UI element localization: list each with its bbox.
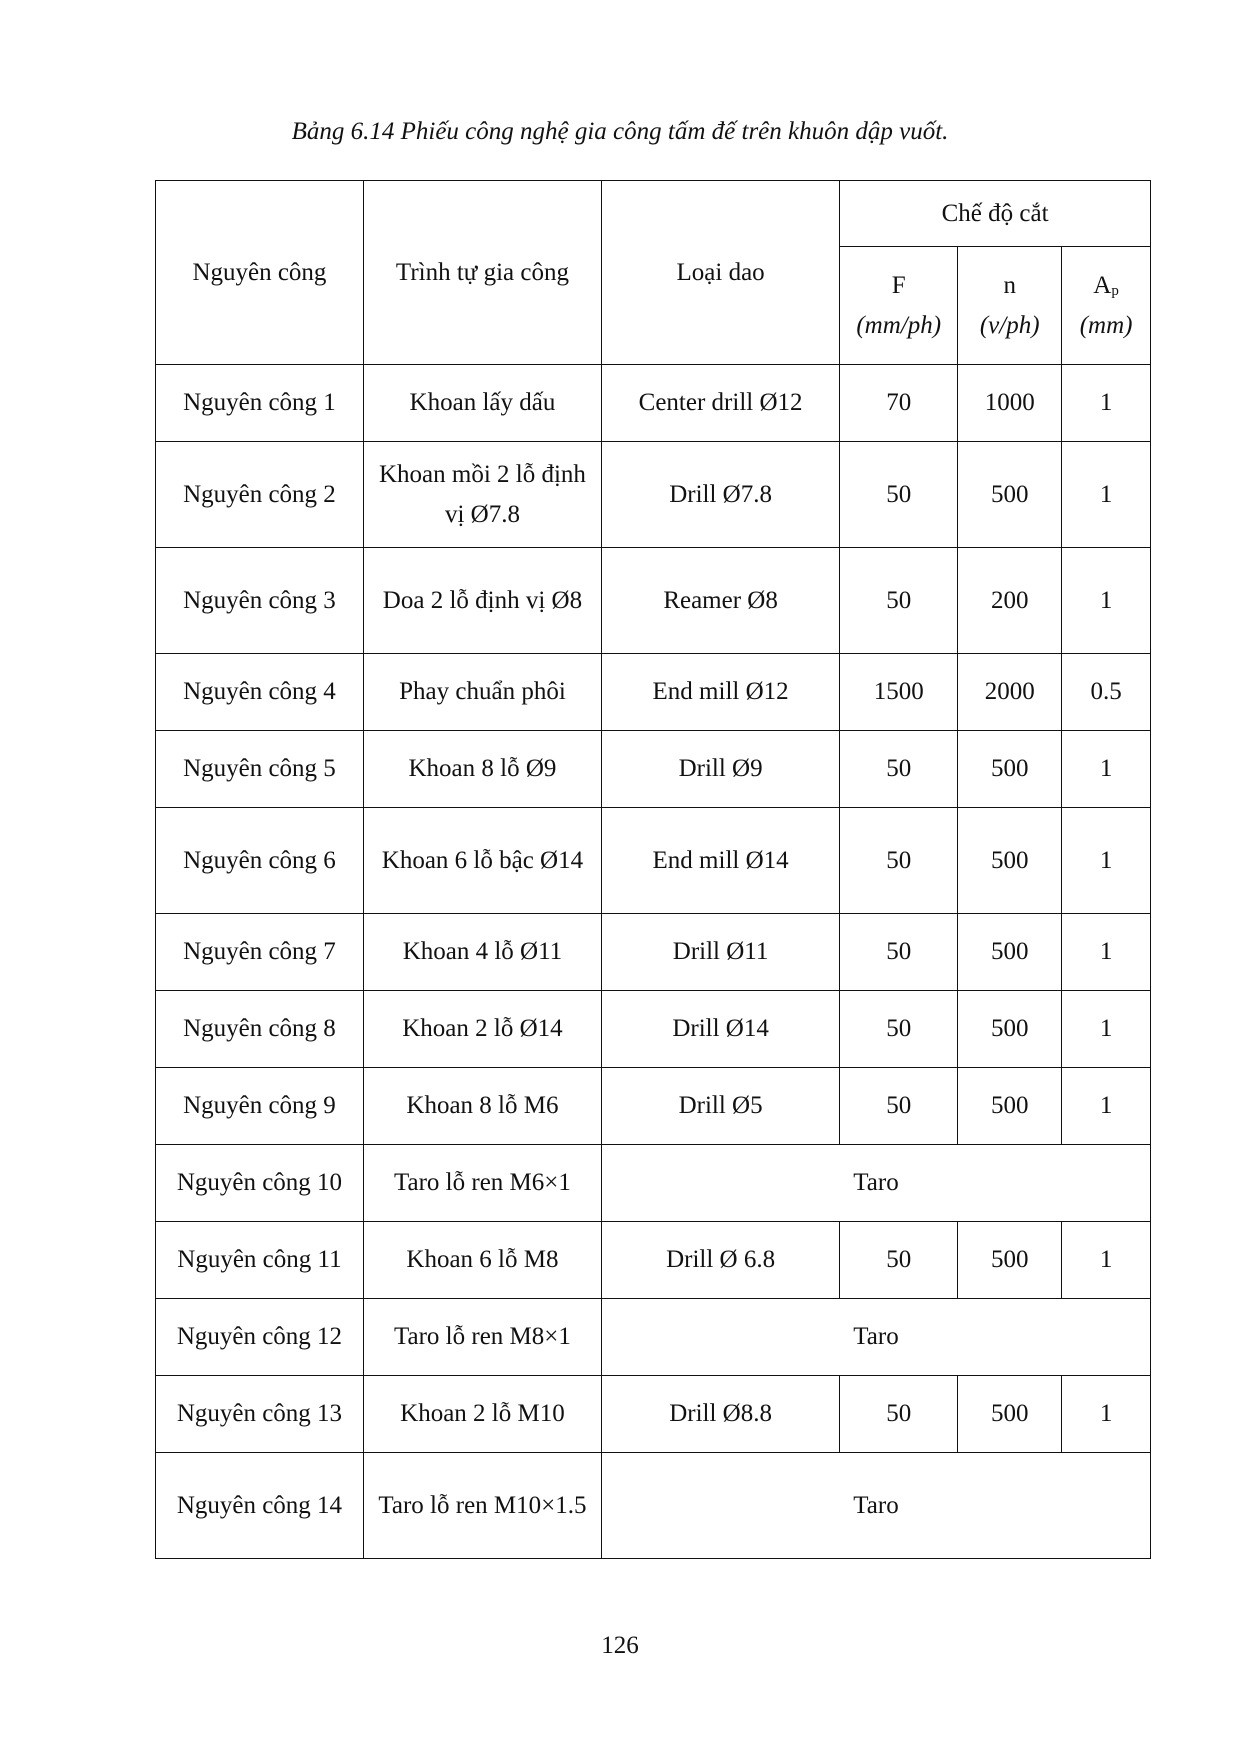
table-body xyxy=(156,365,1151,1559)
tool-cell: Drill Ø 6.8 xyxy=(602,1222,840,1299)
feed-cell: 50 xyxy=(840,731,958,808)
table-row xyxy=(156,991,1151,1068)
process-table xyxy=(155,180,1151,1559)
header-cutting-mode: Chế độ cắt xyxy=(840,181,1151,247)
table-row xyxy=(156,548,1151,654)
depth-cell: 1 xyxy=(1062,914,1151,991)
depth-cell: 0.5 xyxy=(1062,654,1151,731)
table-row xyxy=(156,654,1151,731)
table-row xyxy=(156,914,1151,991)
sequence-cell: Taro lỗ ren M6×1 xyxy=(363,1145,601,1222)
sequence-cell: Taro lỗ ren M10×1.5 xyxy=(363,1453,601,1559)
header-sequence: Trình tự gia công xyxy=(363,181,601,365)
tool-cell: Drill Ø5 xyxy=(602,1068,840,1145)
tool-merged-cell: Taro xyxy=(602,1299,1151,1376)
feed-cell: 50 xyxy=(840,442,958,548)
feed-cell: 50 xyxy=(840,1376,958,1453)
tool-cell: Drill Ø14 xyxy=(602,991,840,1068)
sequence-cell: Khoan 4 lỗ Ø11 xyxy=(363,914,601,991)
feed-cell: 50 xyxy=(840,1068,958,1145)
header-feed-unit: (mm/ph) xyxy=(856,311,942,339)
header-depth-subscript: p xyxy=(1111,282,1119,299)
speed-cell: 500 xyxy=(958,731,1062,808)
operation-cell: Nguyên công 3 xyxy=(156,548,364,654)
tool-cell: End mill Ø12 xyxy=(602,654,840,731)
table-row xyxy=(156,1222,1151,1299)
speed-cell: 500 xyxy=(958,991,1062,1068)
header-feed-symbol: F xyxy=(891,271,906,299)
speed-cell: 500 xyxy=(958,1222,1062,1299)
feed-cell: 50 xyxy=(840,991,958,1068)
table-row xyxy=(156,1299,1151,1376)
feed-cell: 50 xyxy=(840,548,958,654)
depth-cell: 1 xyxy=(1062,1376,1151,1453)
speed-cell: 500 xyxy=(958,442,1062,548)
operation-cell: Nguyên công 1 xyxy=(156,365,364,442)
operation-cell: Nguyên công 6 xyxy=(156,808,364,914)
header-depth xyxy=(1062,247,1151,365)
depth-cell: 1 xyxy=(1062,365,1151,442)
depth-cell: 1 xyxy=(1062,808,1151,914)
table-row xyxy=(156,1068,1151,1145)
speed-cell: 500 xyxy=(958,914,1062,991)
speed-cell: 2000 xyxy=(958,654,1062,731)
tool-cell: Drill Ø11 xyxy=(602,914,840,991)
table-row xyxy=(156,442,1151,548)
depth-cell: 1 xyxy=(1062,442,1151,548)
header-depth-unit: (mm) xyxy=(1079,311,1133,339)
feed-cell: 50 xyxy=(840,1222,958,1299)
tool-cell: Center drill Ø12 xyxy=(602,365,840,442)
operation-cell: Nguyên công 8 xyxy=(156,991,364,1068)
table-row xyxy=(156,1376,1151,1453)
tool-cell: Drill Ø8.8 xyxy=(602,1376,840,1453)
depth-cell: 1 xyxy=(1062,991,1151,1068)
sequence-cell: Khoan 6 lỗ M8 xyxy=(363,1222,601,1299)
feed-cell: 1500 xyxy=(840,654,958,731)
header-operation: Nguyên công xyxy=(156,181,364,365)
sequence-cell: Doa 2 lỗ định vị Ø8 xyxy=(363,548,601,654)
header-speed-unit: (v/ph) xyxy=(979,311,1040,339)
speed-cell: 1000 xyxy=(958,365,1062,442)
operation-cell: Nguyên công 13 xyxy=(156,1376,364,1453)
feed-cell: 50 xyxy=(840,914,958,991)
tool-cell: Drill Ø7.8 xyxy=(602,442,840,548)
sequence-cell: Khoan lấy dấu xyxy=(363,365,601,442)
header-speed xyxy=(958,247,1062,365)
tool-merged-cell: Taro xyxy=(602,1145,1151,1222)
operation-cell: Nguyên công 7 xyxy=(156,914,364,991)
operation-cell: Nguyên công 9 xyxy=(156,1068,364,1145)
operation-cell: Nguyên công 12 xyxy=(156,1299,364,1376)
header-speed-symbol: n xyxy=(1003,271,1016,299)
speed-cell: 500 xyxy=(958,1376,1062,1453)
header-depth-letter: A xyxy=(1093,271,1112,299)
sequence-cell: Phay chuẩn phôi xyxy=(363,654,601,731)
sequence-cell: Khoan 6 lỗ bậc Ø14 xyxy=(363,808,601,914)
table-row xyxy=(156,1453,1151,1559)
sequence-cell: Khoan 2 lỗ Ø14 xyxy=(363,991,601,1068)
sequence-cell: Khoan 8 lỗ M6 xyxy=(363,1068,601,1145)
depth-cell: 1 xyxy=(1062,1068,1151,1145)
operation-cell: Nguyên công 14 xyxy=(156,1453,364,1559)
speed-cell: 500 xyxy=(958,808,1062,914)
depth-cell: 1 xyxy=(1062,548,1151,654)
tool-cell: End mill Ø14 xyxy=(602,808,840,914)
operation-cell: Nguyên công 4 xyxy=(156,654,364,731)
speed-cell: 500 xyxy=(958,1068,1062,1145)
tool-cell: Drill Ø9 xyxy=(602,731,840,808)
operation-cell: Nguyên công 5 xyxy=(156,731,364,808)
header-tool: Loại dao xyxy=(602,181,840,365)
speed-cell: 200 xyxy=(958,548,1062,654)
header-depth-symbol xyxy=(1066,266,1146,306)
sequence-cell: Khoan mồi 2 lỗ định vị Ø7.8 xyxy=(363,442,601,548)
table-row xyxy=(156,1145,1151,1222)
tool-cell: Reamer Ø8 xyxy=(602,548,840,654)
table-caption: Bảng 6.14 Phiếu công nghệ gia công tấm đế trên khuôn dập vuốt. xyxy=(291,118,949,145)
header-feed xyxy=(840,247,958,365)
operation-cell: Nguyên công 11 xyxy=(156,1222,364,1299)
operation-cell: Nguyên công 10 xyxy=(156,1145,364,1222)
tool-merged-cell: Taro xyxy=(602,1453,1151,1559)
table-row xyxy=(156,808,1151,914)
depth-cell: 1 xyxy=(1062,731,1151,808)
depth-cell: 1 xyxy=(1062,1222,1151,1299)
sequence-cell: Taro lỗ ren M8×1 xyxy=(363,1299,601,1376)
table-row xyxy=(156,365,1151,442)
page-number: 126 xyxy=(601,1632,639,1659)
sequence-cell: Khoan 2 lỗ M10 xyxy=(363,1376,601,1453)
operation-cell: Nguyên công 2 xyxy=(156,442,364,548)
header-row-1 xyxy=(156,181,1151,247)
feed-cell: 50 xyxy=(840,808,958,914)
feed-cell: 70 xyxy=(840,365,958,442)
sequence-cell: Khoan 8 lỗ Ø9 xyxy=(363,731,601,808)
table-row xyxy=(156,731,1151,808)
